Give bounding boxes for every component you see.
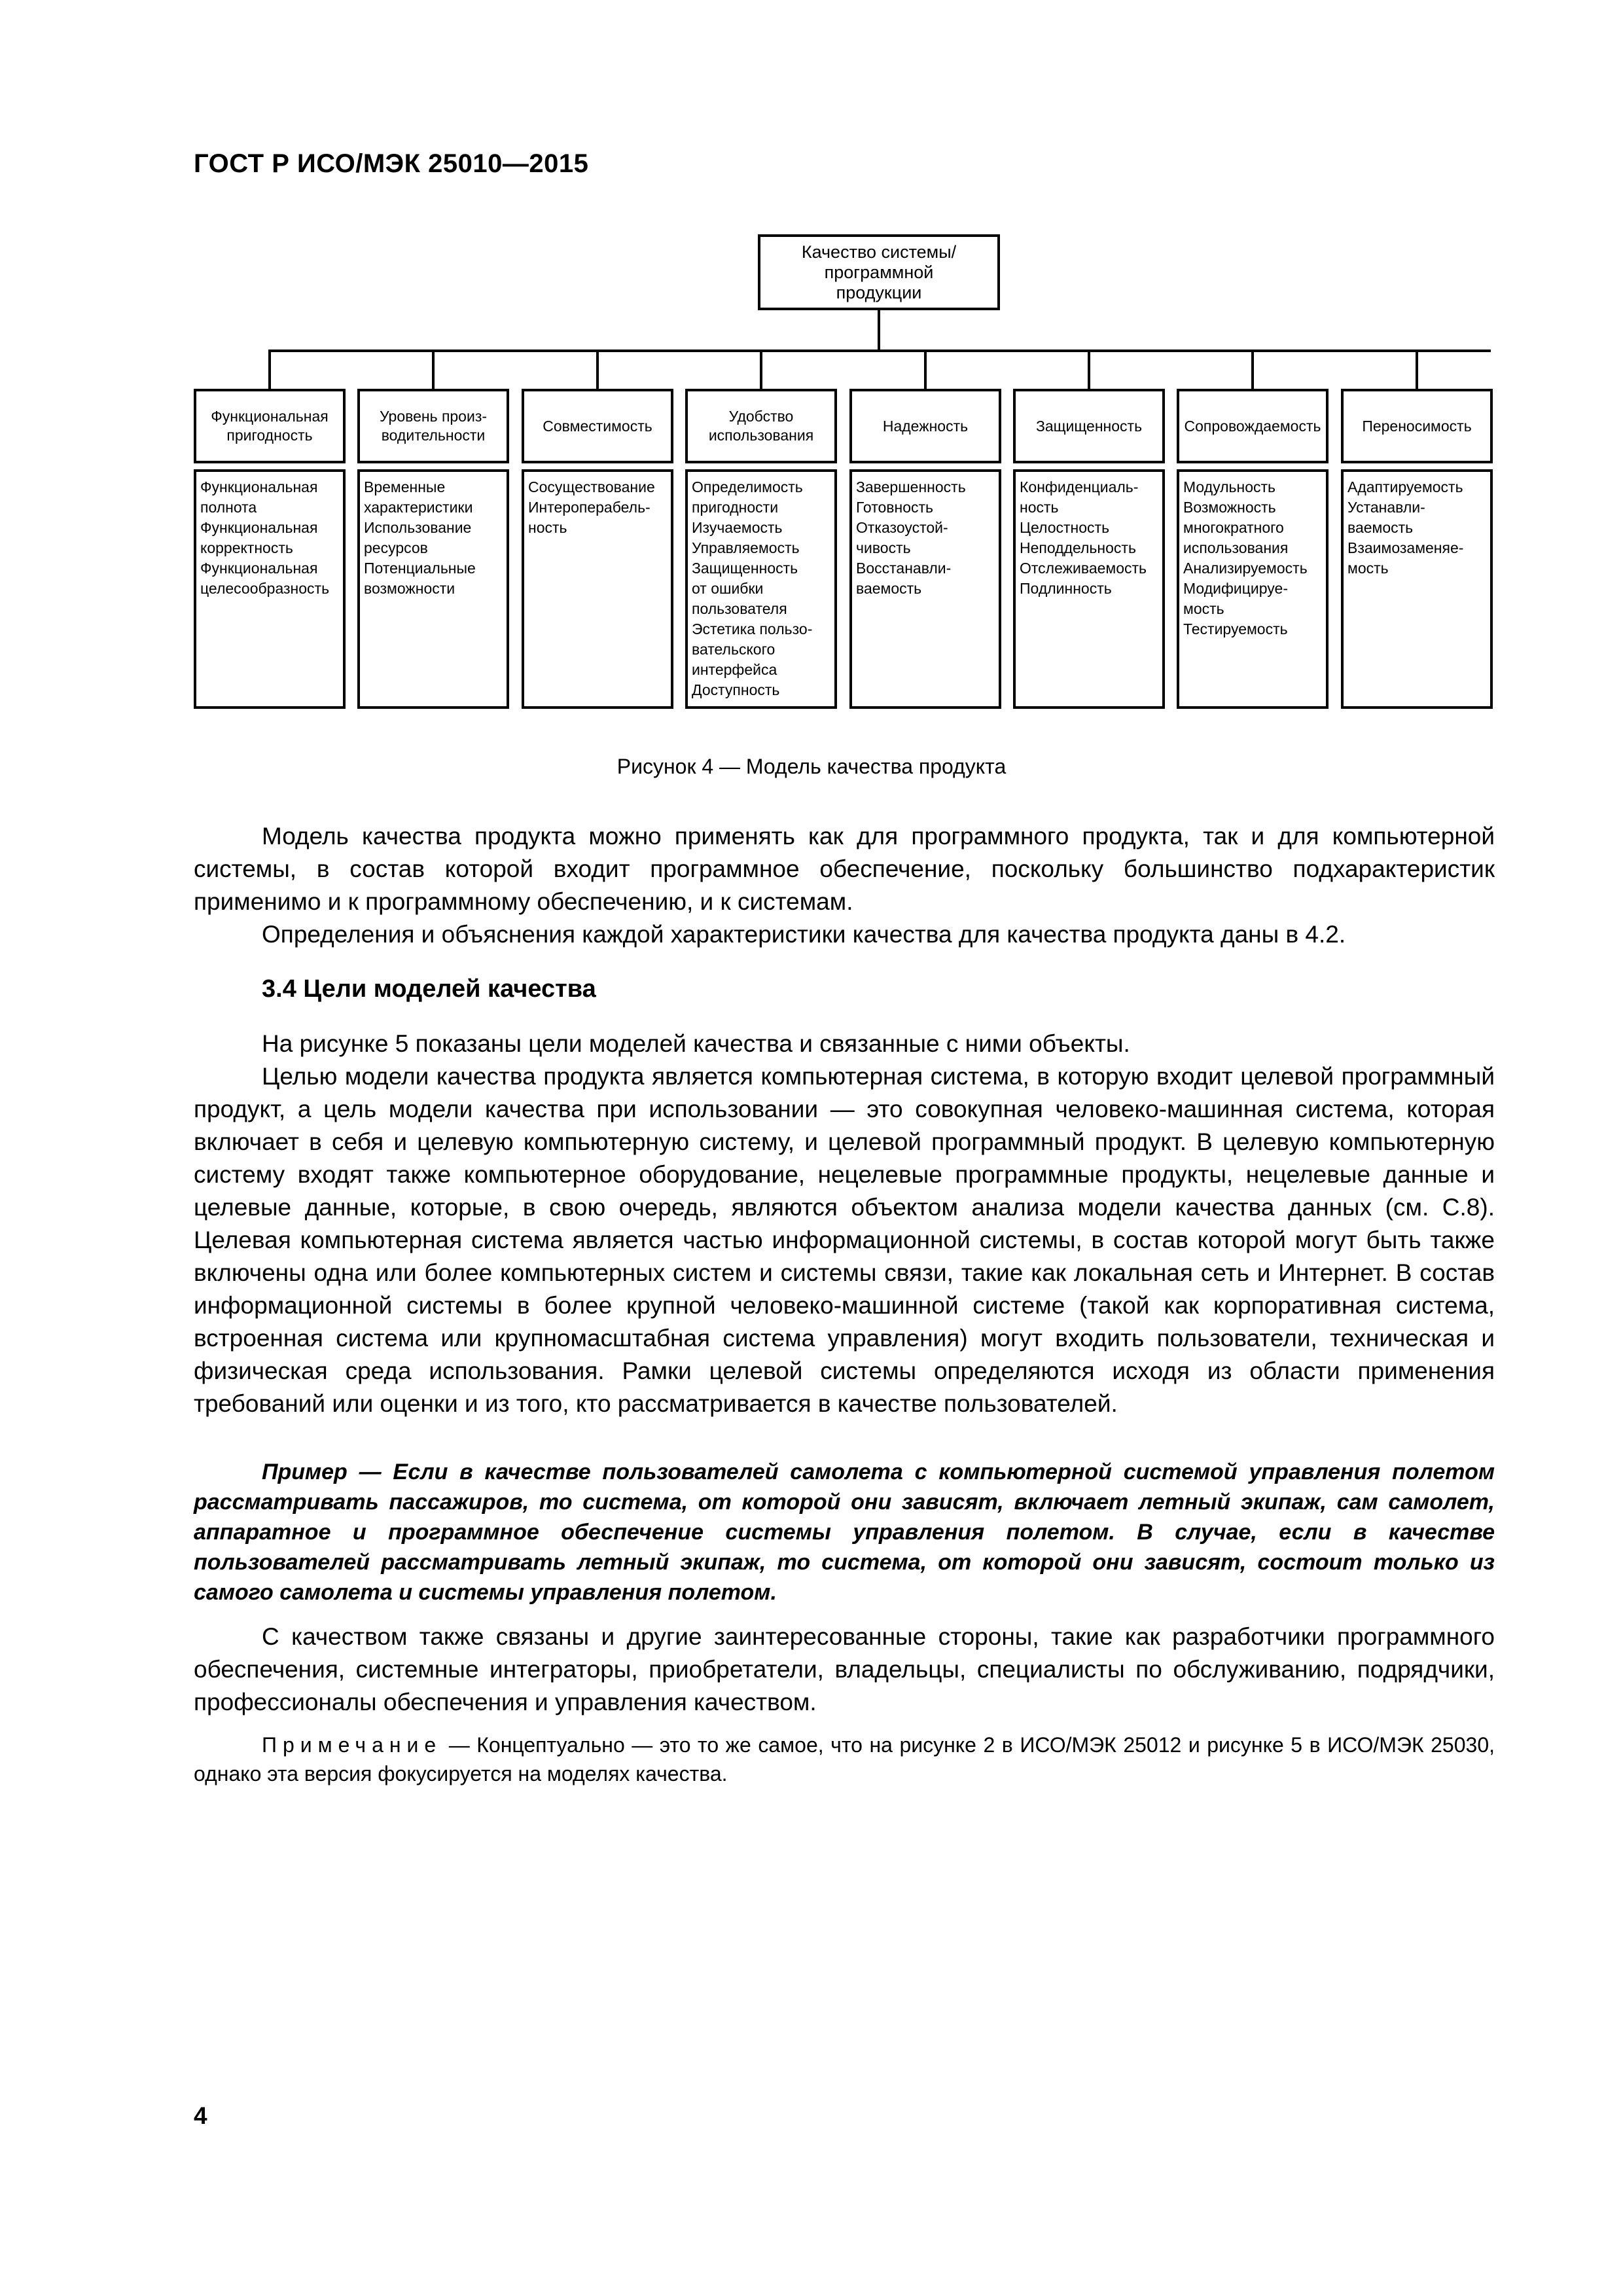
paragraph-4: Целью модели качества продукта является компьютерная система, в которую входит целевой программный продукт, а цель модели качества при использовании — это совокупная человеко-машинная система, которая включает в себя и целевую компьютерную систему, и целевой программный продукт. В целевую компьютерную систему входят также компьютерное оборудование, нецелевые программные продукты, нецелевые данные и целевые данные, которые, в свою очередь, являются объектом анализа модели качества данных (см. С.8). Целевая компьютерная система является частью информационной системы, в состав которой могут быть также включены одна или более компьютерных систем и системы связи, такие как локальная сеть и Интернет. В состав информационной системы в более крупной человеко-машинной системе (такой как корпоративная система, встроенная система или крупномасштабная система управления) могут входить пользователи, техническая и физическая среда использования. Рамки целевой системы определяются исходя из области применения требований или оценки и из того, кто рассматривается в качестве пользователей.: [194, 1063, 1495, 1417]
note-label: Примечание: [262, 1733, 442, 1757]
connector-down-7: [1251, 350, 1254, 389]
connector-down-6: [1088, 350, 1090, 389]
page-header: ГОСТ Р ИСО/МЭК 25010—2015: [194, 149, 589, 178]
page-number: 4: [194, 2102, 207, 2129]
section-heading: 3.4 Цели моделей качества: [262, 975, 596, 1003]
connector-horizontal: [269, 350, 1491, 352]
characteristic-node: Совместимость: [522, 389, 673, 463]
connector-down-4: [760, 350, 762, 389]
subcharacteristics-list: Функциональная полнота Функциональная корректность Функциональная целесообразность: [194, 469, 346, 709]
characteristic-node: Сопровождаемость: [1177, 389, 1329, 463]
root-node-label: Качество системы/ программной продукции: [801, 242, 957, 302]
characteristic-node: Функциональная пригодность: [194, 389, 346, 463]
characteristic-node: Переносимость: [1341, 389, 1493, 463]
characteristic-node: Защищенность: [1013, 389, 1165, 463]
figure-caption: Рисунок 4 — Модель качества продукта: [616, 755, 1007, 778]
paragraph-3: На рисунке 5 показаны цели моделей качества и связанные с ними объекты.: [262, 1030, 1130, 1057]
subcharacteristics-list: Сосуществование Интероперабель- ность: [522, 469, 673, 709]
subcharacteristics-list: Адаптируемость Устанавли- ваемость Взаимозаменяе- мость: [1341, 469, 1493, 709]
connector-down-1: [268, 350, 271, 389]
characteristic-node: Удобство использования: [685, 389, 837, 463]
connector-down-8: [1416, 350, 1418, 389]
connector-down-2: [432, 350, 435, 389]
paragraph-block-2: [194, 1028, 1495, 1420]
subcharacteristics-list: Модульность Возможность многократного использования Анализируемость Модифицируе- мость Тестируемость: [1177, 469, 1329, 709]
subcharacteristics-list: Временные характеристики Использование ресурсов Потенциальные возможности: [357, 469, 509, 709]
paragraph-block-3: [194, 1621, 1495, 1719]
paragraph-block-1: [194, 820, 1495, 951]
note-text: — Концептуально — это то же самое, что на рисунке 2 в ИСО/МЭК 25012 и рисунке 5 в ИСО/МЭК 25030, однако эта версия фокусируется на моделях качества.: [194, 1733, 1495, 1785]
subcharacteristics-list: Завершенность Готовность Отказоустой- чивость Восстанавли- ваемость: [849, 469, 1001, 709]
paragraph-5: С качеством также связаны и другие заинтересованные стороны, такие как разработчики программного обеспечения, системные интеграторы, приобретатели, владельцы, специалисты по обслуживанию, подрядчики, профессионалы обеспечения и управления качеством.: [194, 1623, 1495, 1715]
example-paragraph: Пример — Если в качестве пользователей самолета с компьютерной системой управления полетом рассматривать пассажиров, то система, от которой они зависят, включает летный экипаж, сам самолет, аппаратное и программное обеспечение системы управления полетом. В случае, если в качестве пользователей рассматривать летный экипаж, то система, от которой они зависят, состоит только из самого самолета и системы управления полетом.: [194, 1460, 1495, 1605]
subcharacteristics-list: Конфиденциаль- ность Целостность Неподдельность Отслеживаемость Подлинность: [1013, 469, 1165, 709]
connector-root-down: [878, 310, 880, 351]
quality-model-diagram: [0, 0, 1623, 733]
root-node: [758, 234, 1000, 310]
characteristic-node: Уровень произ- водительности: [357, 389, 509, 463]
paragraph-1: Модель качества продукта можно применять как для программного продукта, так и для компьютерной системы, в состав которой входит программное обеспечение, поскольку большинство подхарактеристик применимо и к программному обеспечению, и к системам.: [194, 823, 1495, 915]
connector-down-5: [924, 350, 927, 389]
subcharacteristics-list: Определимость пригодности Изучаемость Управляемость Защищенность от ошибки пользователя Эстетика пользо- вательского интерфейса Доступность: [685, 469, 837, 709]
characteristic-node: Надежность: [849, 389, 1001, 463]
connector-down-3: [596, 350, 599, 389]
paragraph-2: Определения и объяснения каждой характеристики качества для качества продукта даны в 4.2.: [262, 921, 1346, 948]
note-paragraph: [194, 1731, 1495, 1788]
